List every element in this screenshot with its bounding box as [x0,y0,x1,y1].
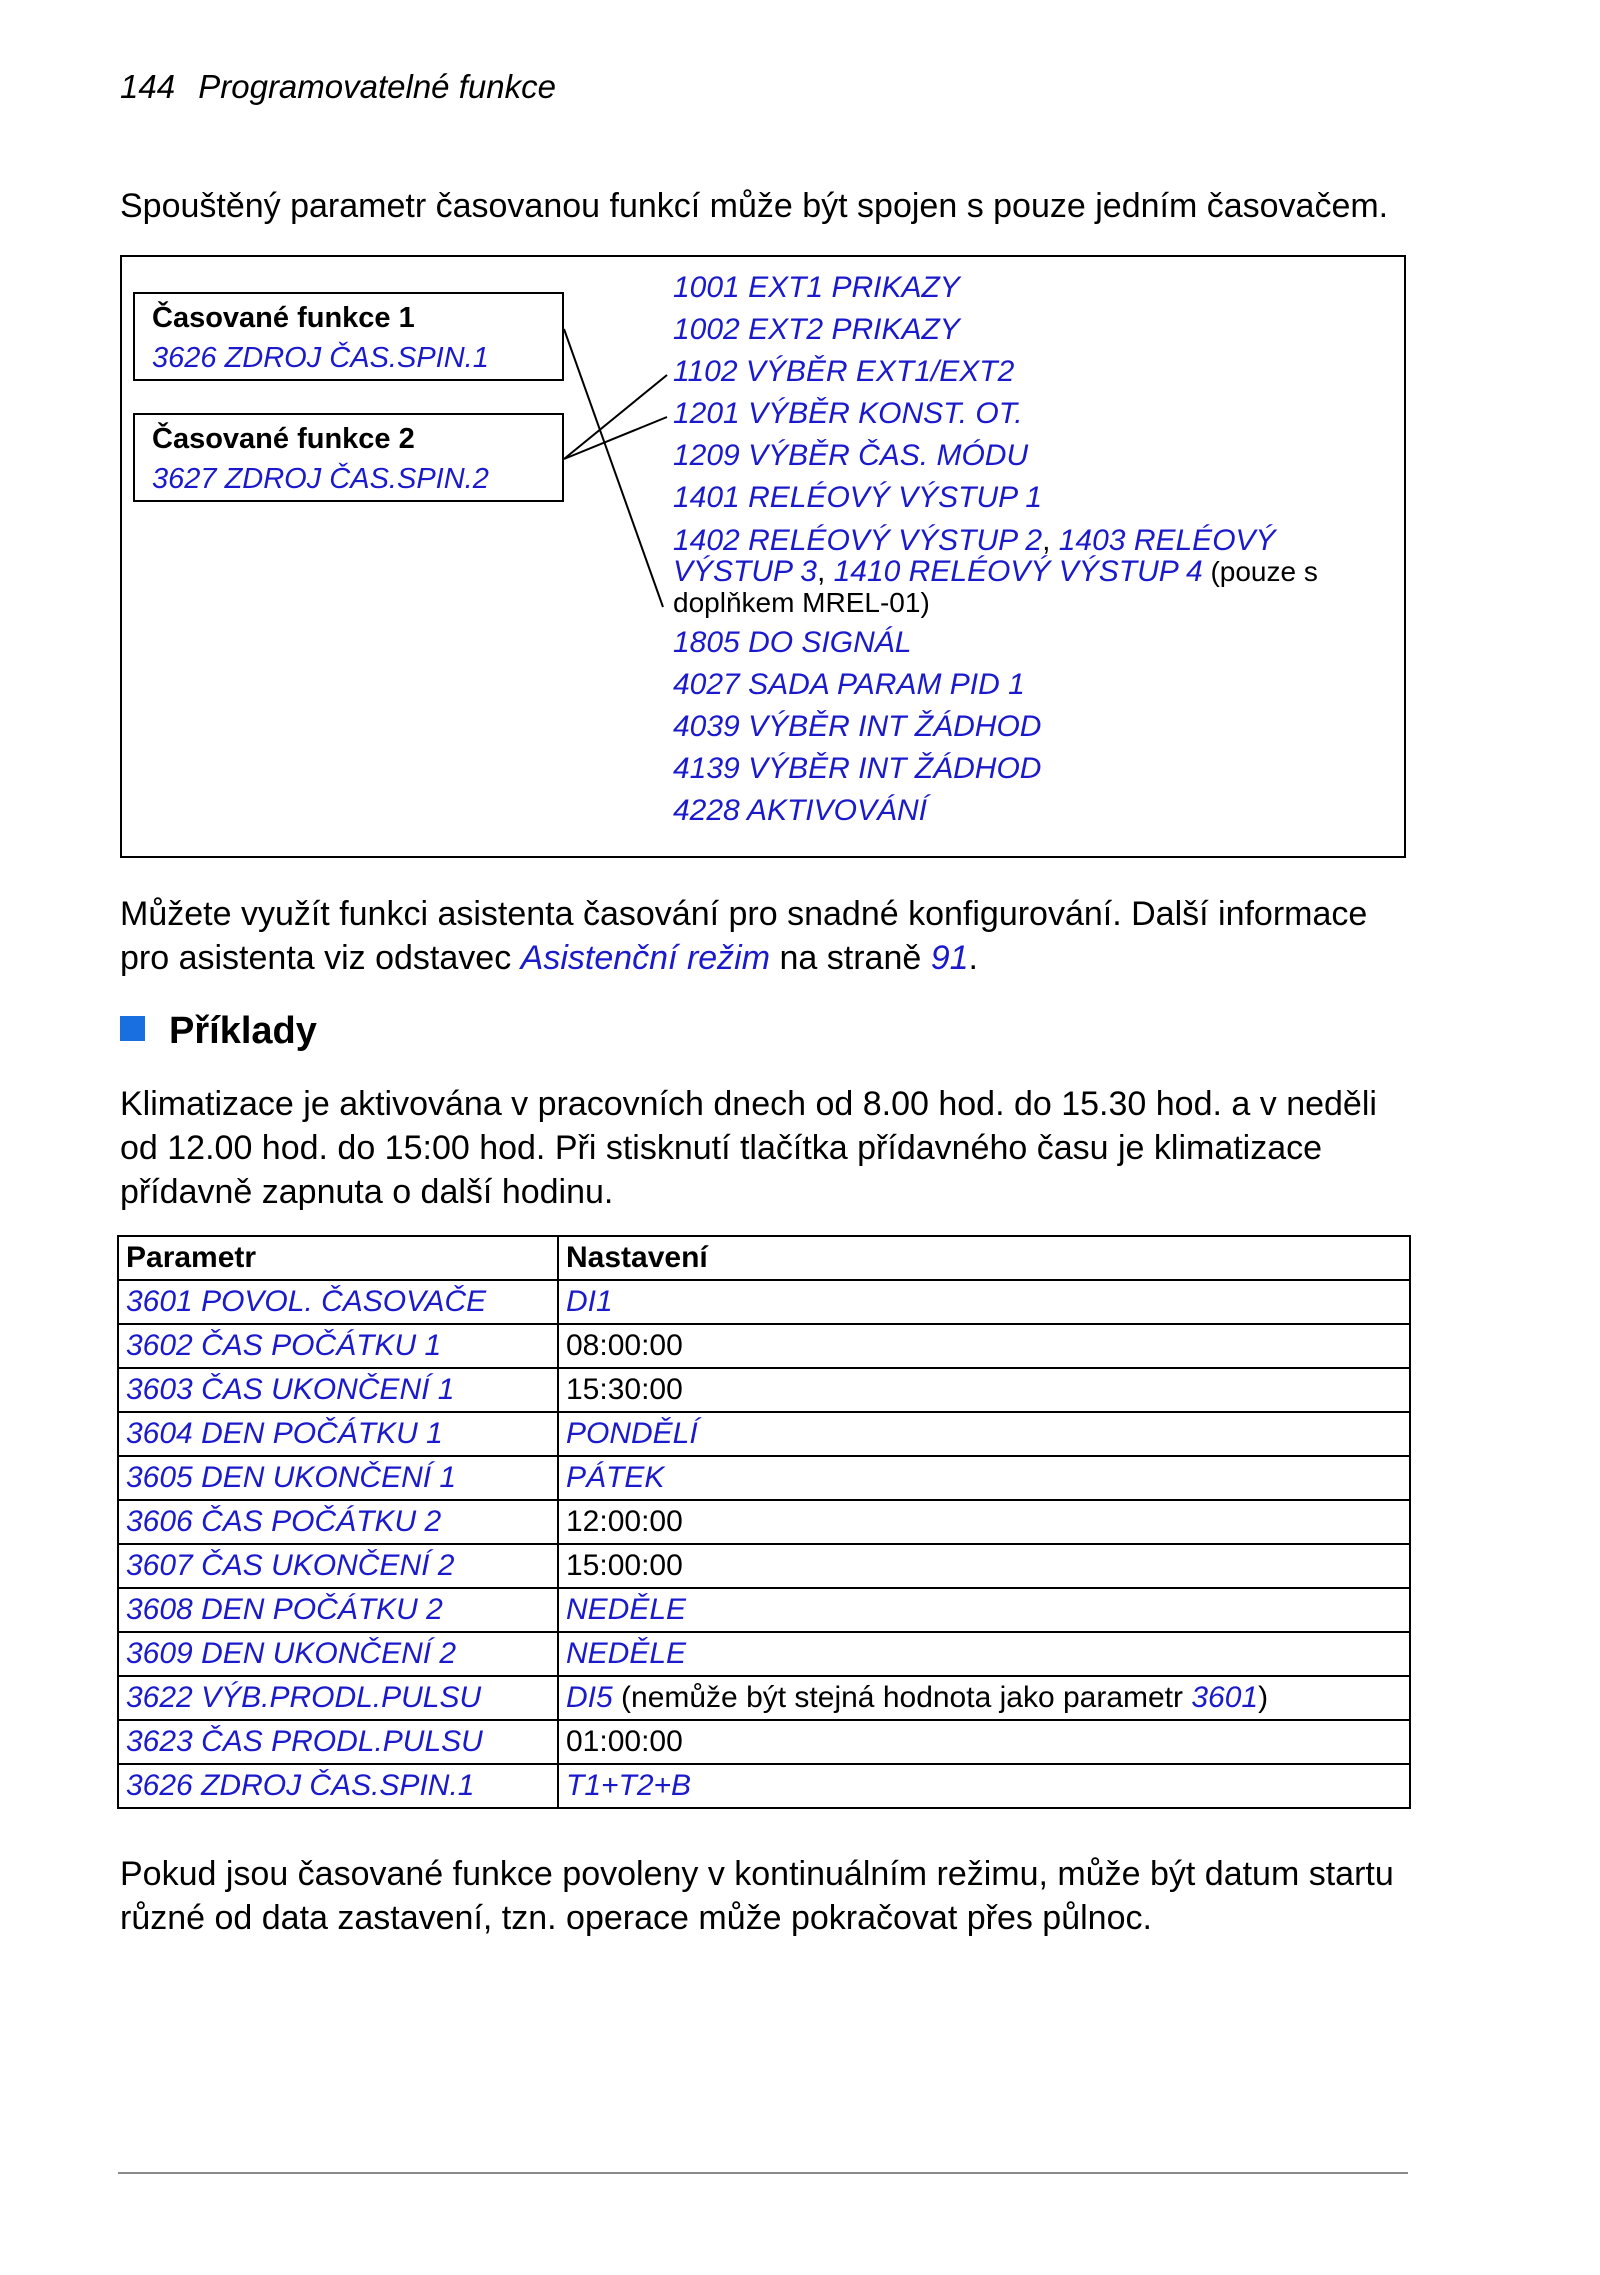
target-item-relay-outputs [673,525,1393,618]
examples-description: Klimatizace je aktivována v pracovních dnech od 8.00 hod. do 15.30 hod. a v neděli od 12.00 hod. do 15:00 hod. Při stisknutí tlačítka přídavného času je klimatizace přídavně zapnuta o další hodinu. [120,1085,1377,1211]
value-link[interactable]: DI5 [566,1681,613,1714]
page-header [120,68,556,106]
examples-heading [120,1010,317,1053]
value-cell[interactable]: NEDĚLE [558,1632,1410,1676]
table-row [118,1500,1410,1544]
target-link[interactable]: 1402 RELÉOVÝ VÝSTUP 2 [673,524,1043,557]
target-item[interactable]: 1102 VÝBĚR EXT1/EXT2 [673,355,1015,388]
target-item[interactable]: 4039 VÝBĚR INT ŽÁDHOD [673,710,1042,743]
table-header-row [118,1236,1410,1280]
table-row [118,1764,1410,1808]
table-row [118,1324,1410,1368]
source-param-2[interactable]: 3627 ZDROJ ČAS.SPIN.2 [152,463,489,495]
closing-paragraph: Pokud jsou časované funkce povoleny v kontinuálním režimu, může být datum startu různé od data zastavení, tzn. operace může pokračovat přes půlnoc. [120,1855,1394,1937]
header-parametr: Parametr [118,1236,558,1280]
param-cell[interactable]: 3607 ČAS UKONČENÍ 2 [118,1544,558,1588]
source-title-1: Časované funkce 1 [152,302,415,334]
table-row [118,1412,1410,1456]
connector-line-1 [564,329,663,607]
table-row [118,1544,1410,1588]
page-number: 144 [120,68,176,105]
assistant-paragraph [120,892,1420,980]
value-cell: 08:00:00 [558,1324,1410,1368]
param-cell[interactable]: 3604 DEN POČÁTKU 1 [118,1412,558,1456]
value-cell: 15:30:00 [558,1368,1410,1412]
separator: , [816,555,834,588]
value-cell [558,1676,1410,1720]
value-cell[interactable]: T1+T2+B [558,1764,1410,1808]
footer-divider [118,2172,1408,2174]
table-row [118,1720,1410,1764]
value-note-end: ) [1258,1681,1269,1714]
param-cell[interactable]: 3606 ČAS POČÁTKU 2 [118,1500,558,1544]
param-cell[interactable]: 3603 ČAS UKONČENÍ 1 [118,1368,558,1412]
examples-heading-text: Příklady [169,1010,317,1052]
target-parameter-list [673,267,1393,832]
bullet-square-icon [120,1016,145,1041]
value-cell[interactable]: DI1 [558,1280,1410,1324]
target-item[interactable]: 1201 VÝBĚR KONST. OT. [673,397,1023,430]
param-cell[interactable]: 3602 ČAS POČÁTKU 1 [118,1324,558,1368]
assistant-mode-link[interactable]: Asistenční režim [520,939,771,977]
value-cell: 12:00:00 [558,1500,1410,1544]
table-row [118,1280,1410,1324]
assistant-text: Můžete využít funkci asistenta časování pro snadné konfigurování. Další informace pro asistenta viz odstavec [120,895,1368,977]
target-item[interactable]: 4027 SADA PARAM PID 1 [673,668,1025,701]
connector-line-2 [564,375,667,459]
intro-paragraph: Spouštěný parametr časovanou funkcí může být spojen s pouze jedním časovačem. [120,187,1389,225]
table-row [118,1588,1410,1632]
value-note: (nemůže být stejná hodnota jako parametr [612,1681,1192,1714]
header-nastaveni: Nastavení [558,1236,1410,1280]
page-link[interactable]: 91 [930,939,969,977]
value-cell[interactable]: PÁTEK [558,1456,1410,1500]
target-item[interactable]: 1002 EXT2 PRIKAZY [673,313,960,346]
target-item[interactable]: 4228 AKTIVOVÁNÍ [673,794,928,827]
target-item[interactable]: 1209 VÝBĚR ČAS. MÓDU [673,439,1029,472]
source-title-2: Časované funkce 2 [152,423,415,455]
value-cell: 01:00:00 [558,1720,1410,1764]
assistant-text-middle: na straně [770,939,931,977]
table-row [118,1676,1410,1720]
value-cell: 15:00:00 [558,1544,1410,1588]
param-cell[interactable]: 3623 ČAS PRODL.PULSU [118,1720,558,1764]
separator: , [1042,524,1059,557]
target-item[interactable]: 1001 EXT1 PRIKAZY [673,271,960,304]
timed-function-diagram [120,255,1406,858]
param-ref-link[interactable]: 3601 [1191,1681,1259,1714]
target-item[interactable]: 1805 DO SIGNÁL [673,626,912,659]
table-row [118,1632,1410,1676]
table-row [118,1456,1410,1500]
source-param-1[interactable]: 3626 ZDROJ ČAS.SPIN.1 [152,342,489,374]
param-cell[interactable]: 3609 DEN UKONČENÍ 2 [118,1632,558,1676]
target-item[interactable]: 4139 VÝBĚR INT ŽÁDHOD [673,752,1042,785]
parameter-settings-table [117,1235,1411,1809]
target-note: (pouze s doplňkem MREL-01) [673,556,1318,618]
table-row [118,1368,1410,1412]
param-cell[interactable]: 3601 POVOL. ČASOVAČE [118,1280,558,1324]
param-cell[interactable]: 3622 VÝB.PRODL.PULSU [118,1676,558,1720]
param-cell[interactable]: 3605 DEN UKONČENÍ 1 [118,1456,558,1500]
value-cell[interactable]: NEDĚLE [558,1588,1410,1632]
target-link[interactable]: 1410 RELÉOVÝ VÝSTUP 4 [833,555,1203,588]
target-item[interactable]: 1401 RELÉOVÝ VÝSTUP 1 [673,481,1043,514]
connector-line-3 [564,417,667,459]
param-cell[interactable]: 3608 DEN POČÁTKU 2 [118,1588,558,1632]
assistant-text-end: . [968,939,978,977]
section-title: Programovatelné funkce [198,68,556,105]
target-link[interactable]: 1403 RELÉOVÝ VÝSTUP 3 [673,524,1276,588]
param-cell[interactable]: 3626 ZDROJ ČAS.SPIN.1 [118,1764,558,1808]
value-cell[interactable]: PONDĚLÍ [558,1412,1410,1456]
